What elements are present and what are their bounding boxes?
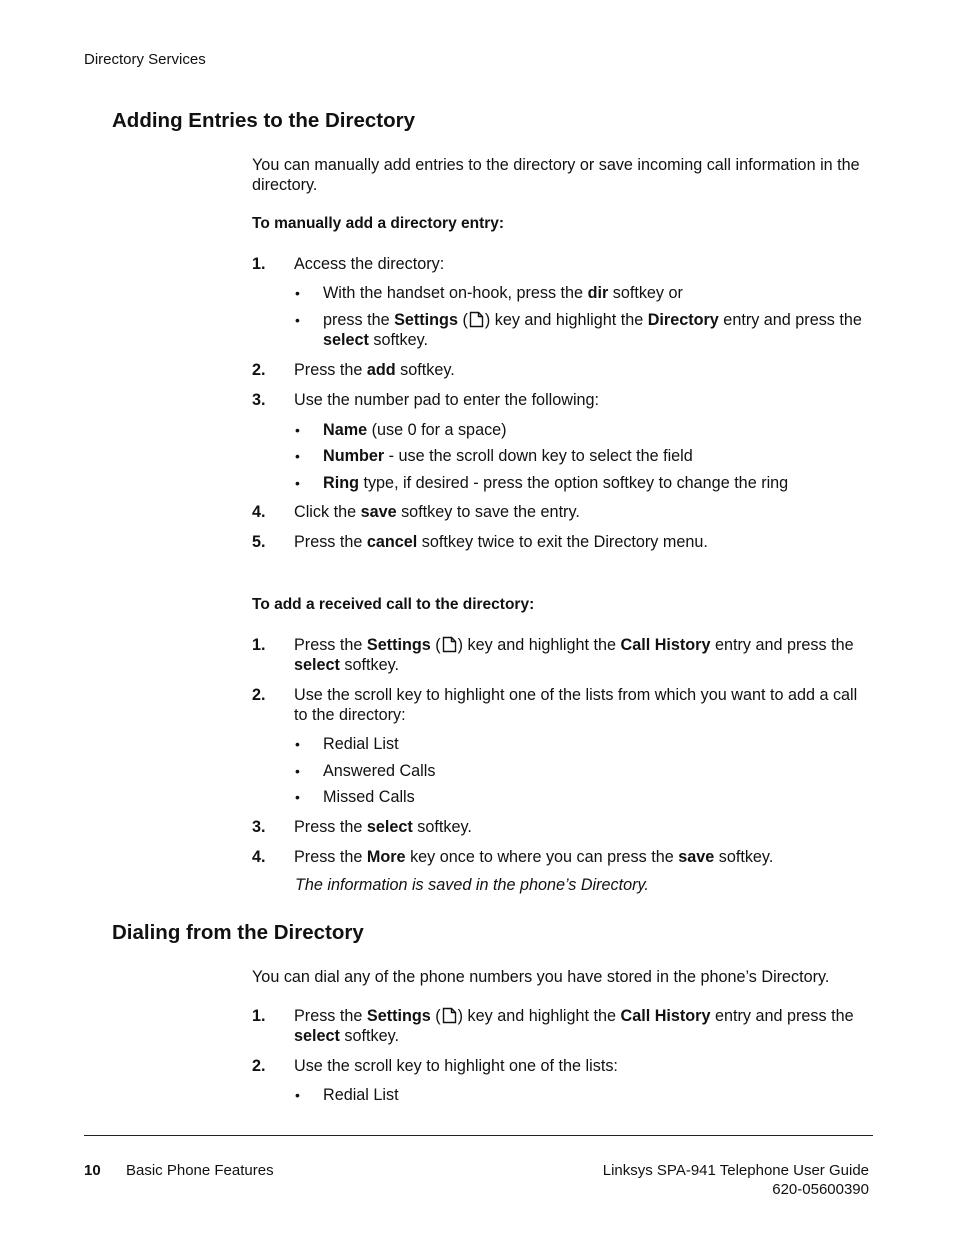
step-number: 2.	[252, 361, 266, 379]
step-number: 3.	[252, 818, 266, 836]
step-number: 2.	[252, 686, 266, 704]
bullet-icon: •	[295, 285, 300, 301]
bullet-text: press the Settings ( ) key and highlight the Directory entry and press the select softkey.	[323, 311, 862, 349]
step-text: Use the number pad to enter the following:	[294, 391, 600, 409]
step-text: Use the scroll key to highlight one of the lists:	[294, 1057, 618, 1075]
section-heading-dialing: Dialing from the Directory	[112, 921, 364, 944]
bullet-text: Name (use 0 for a space)	[323, 421, 507, 439]
step-number: 1.	[252, 1007, 266, 1025]
step-text: Press the More key once to where you can press the save softkey.	[294, 848, 774, 866]
page-number: 10	[84, 1162, 101, 1179]
settings-key-icon	[468, 311, 485, 328]
footer-rule	[84, 1135, 873, 1136]
step-text: Use the scroll key to highlight one of the lists from which you want to add a call to the directory:	[294, 686, 858, 724]
step-number: 4.	[252, 503, 266, 521]
step-text: Press the cancel softkey twice to exit the Directory menu.	[294, 533, 708, 551]
step-text: Press the Settings ( ) key and highlight the Call History entry and press the select softkey.	[294, 1007, 854, 1045]
procedure-title: To add a received call to the directory:	[252, 596, 535, 613]
settings-key-icon	[441, 1007, 458, 1024]
footer-guide-title: Linksys SPA-941 Telephone User Guide	[602, 1162, 869, 1179]
bullet-text: Missed Calls	[323, 788, 415, 806]
settings-key-icon	[441, 636, 458, 653]
bullet-text: With the handset on-hook, press the dir softkey or	[323, 284, 683, 302]
step-text: Press the select softkey.	[294, 818, 472, 836]
footer-guide-info	[603, 1161, 869, 1199]
bullet-text: Redial List	[323, 1086, 399, 1104]
step-number: 4.	[252, 848, 266, 866]
bullet-text: Number - use the scroll down key to select the field	[323, 447, 693, 465]
step-number: 1.	[252, 255, 266, 273]
bullet-icon: •	[295, 763, 300, 779]
bullet-text: Answered Calls	[323, 762, 436, 780]
procedure-title: To manually add a directory entry:	[252, 215, 505, 232]
section-intro: You can dial any of the phone numbers you have stored in the phone’s Directory.	[252, 968, 830, 986]
footer-chapter: Basic Phone Features	[126, 1162, 274, 1179]
step-number: 5.	[252, 533, 266, 551]
footer-doc-number: 620-05600390	[772, 1181, 869, 1198]
step-text: Press the add softkey.	[294, 361, 455, 379]
bullet-text: Ring type, if desired - press the option softkey to change the ring	[323, 474, 789, 492]
bullet-icon: •	[295, 736, 300, 752]
bullet-icon: •	[295, 1087, 300, 1103]
bullet-icon: •	[295, 475, 300, 491]
running-head: Directory Services	[84, 51, 206, 68]
step-text: Press the Settings ( ) key and highlight the Call History entry and press the select softkey.	[294, 636, 854, 674]
bullet-text: Redial List	[323, 735, 399, 753]
result-note: The information is saved in the phone’s Directory.	[295, 876, 649, 894]
step-number: 3.	[252, 391, 266, 409]
bullet-icon: •	[295, 312, 300, 328]
step-text: Access the directory:	[294, 255, 445, 273]
section-heading-adding-entries: Adding Entries to the Directory	[112, 109, 415, 132]
bullet-icon: •	[295, 448, 300, 464]
step-number: 1.	[252, 636, 266, 654]
bullet-icon: •	[295, 789, 300, 805]
section-intro: You can manually add entries to the directory or save incoming call information in the directory.	[252, 156, 860, 194]
bullet-icon: •	[295, 422, 300, 438]
step-number: 2.	[252, 1057, 266, 1075]
step-text: Click the save softkey to save the entry.	[294, 503, 580, 521]
